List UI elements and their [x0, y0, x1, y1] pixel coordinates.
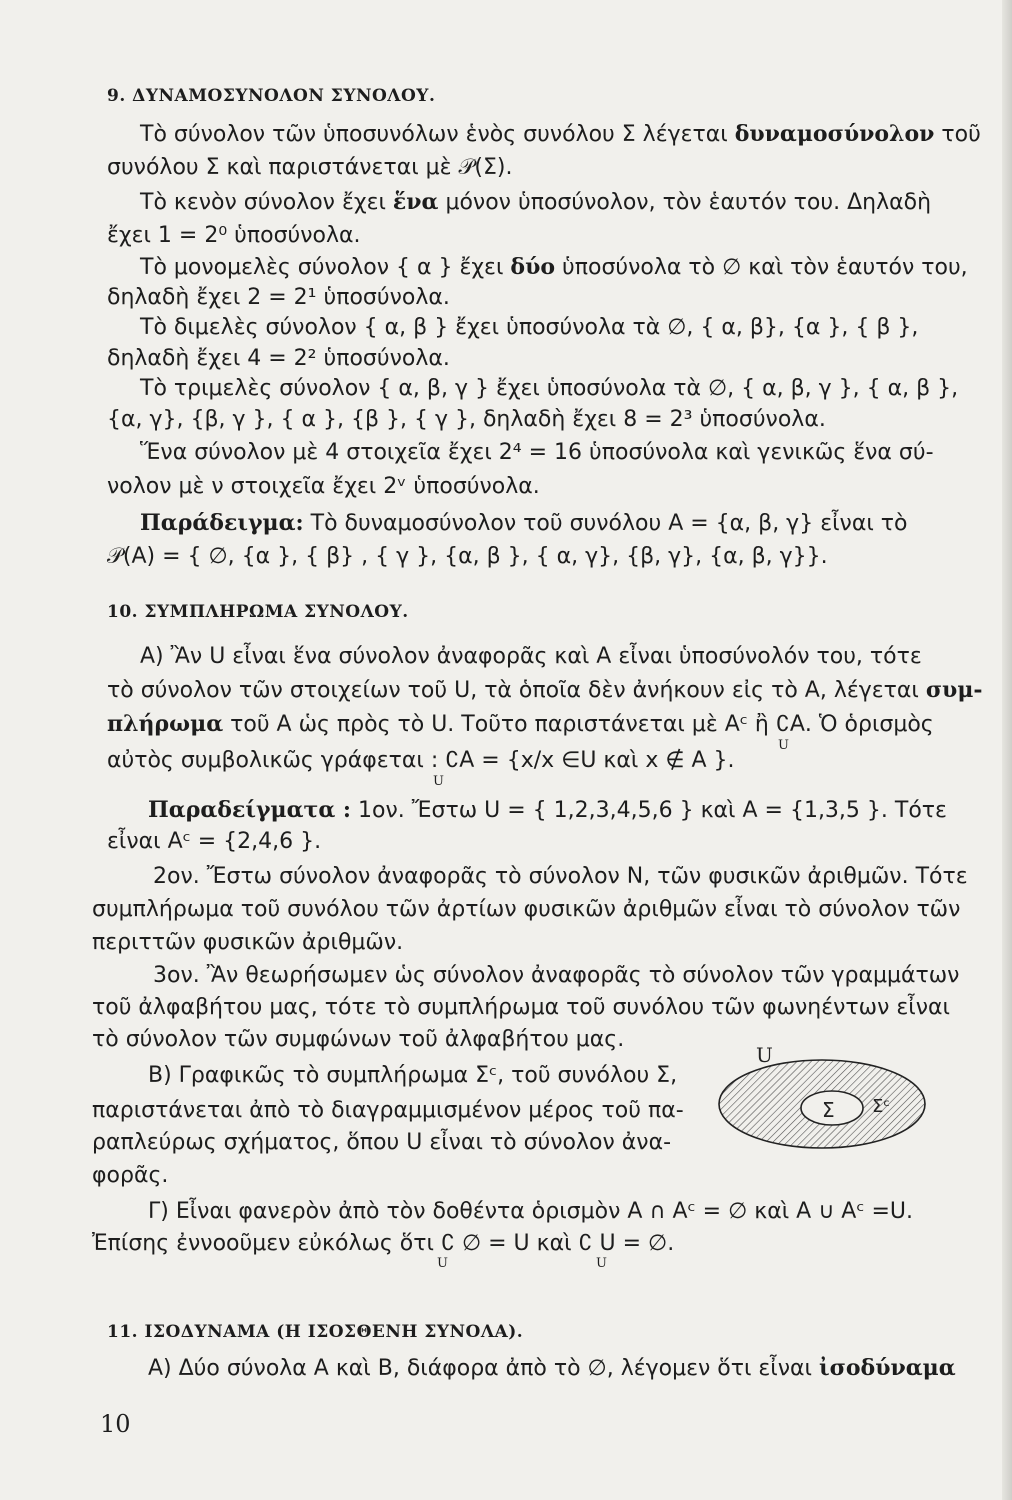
text-span: Τὸ σύνολον τῶν ὑποσυνόλων ἑνὸς συνόλου Σ λέγεται	[140, 122, 735, 147]
section-9-heading: 9. ΔΥΝΑΜΟΣΥΝΟΛΟΝ ΣΥΝΟΛΟΥ.	[107, 86, 436, 106]
text-line: Γ) Εἶναι φανερὸν ἀπὸ τὸν δοθέντα ὁρισμὸν Α ∩ Αᶜ = ∅ καὶ Α ∪ Αᶜ =U.	[148, 1199, 914, 1224]
universe-label: U	[756, 1043, 773, 1067]
text-line: 𝒫(Α) = { ∅, {α }, { β} , { γ }, {α, β }, { α, γ}, {β, γ}, {α, β, γ}}.	[107, 544, 828, 569]
text-line: φορᾶς.	[92, 1163, 169, 1188]
text-line: ἔχει 1 = 2⁰ ὑποσύνολα.	[107, 223, 361, 248]
page-number: 10	[100, 1410, 131, 1438]
text-line	[148, 796, 947, 825]
text-line: τοῦ ἀλφαβήτου μας, τότε τὸ συμπλήρωμα τοῦ συνόλου τῶν φωνηέντων εἶναι	[92, 995, 950, 1020]
text-line: περιττῶν φυσικῶν ἀριθμῶν.	[92, 930, 404, 955]
complement-label: Σᶜ	[872, 1096, 891, 1117]
emphasis-term: πλήρωμα	[107, 711, 224, 737]
text-line: παριστάνεται ἀπὸ τὸ διαγραμμισμένον μέρος τοῦ πα-	[92, 1098, 684, 1123]
text-line	[140, 188, 931, 217]
text-line: εἶναι Αᶜ = {2,4,6 }.	[107, 829, 322, 854]
subscript-u: U	[433, 774, 444, 789]
text-span: Τὸ δυναμοσύνολον τοῦ συνόλου Α = {α, β, γ} εἶναι τὸ	[303, 511, 908, 536]
text-span: ὑποσύνολα τὸ ∅ καὶ τὸν ἑαυτόν του,	[555, 255, 968, 280]
text-line: συμπλήρωμα τοῦ συνόλου τῶν ἀρτίων φυσικῶν ἀριθμῶν εἶναι τὸ σύνολον τῶν	[92, 897, 961, 922]
text-line: {α, γ}, {β, γ }, { α }, {β }, { γ }, δηλαδὴ ἔχει 8 = 2³ ὑποσύνολα.	[107, 407, 826, 432]
text-line: Ἕνα σύνολον μὲ 4 στοιχεῖα ἔχει 2⁴ = 16 ὑποσύνολα καὶ γενικῶς ἕνα σύ-	[140, 440, 934, 465]
text-line	[140, 253, 968, 282]
text-line: δηλαδὴ ἔχει 2 = 2¹ ὑποσύνολα.	[107, 285, 450, 310]
emphasis-term: συμ-	[925, 677, 983, 703]
text-span: Τὸ κενὸν σύνολον ἔχει	[140, 190, 393, 215]
text-line: συνόλου Σ καὶ παριστάνεται μὲ 𝒫(Σ).	[107, 155, 513, 180]
text-span: 1ον. Ἔστω U = { 1,2,3,4,5,6 } καὶ Α = {1,3,5 }. Τότε	[351, 798, 947, 823]
subscript-u: U	[596, 1256, 607, 1271]
text-line	[107, 710, 934, 739]
emphasis-term: δυναμοσύνολον	[734, 121, 935, 147]
text-span: τοῦ Α ὡς πρὸς τὸ U. Τοῦτο παριστάνεται μὲ Αᶜ ἢ ∁Α. Ὁ ὁρισμὸς	[223, 712, 934, 737]
text-line: 3ον. Ἂν θεωρήσωμεν ὡς σύνολον ἀναφορᾶς τὸ σύνολον τῶν γραμμάτων	[153, 963, 960, 988]
section-10-heading: 10. ΣΥΜΠΛΗΡΩΜΑ ΣΥΝΟΛΟΥ.	[107, 602, 409, 622]
text-line: Α) Ἂν U εἶναι ἕνα σύνολον ἀναφορᾶς καὶ Α εἶναι ὑποσύνολόν του, τότε	[140, 644, 922, 669]
section-11-heading: 11. ΙΣΟΔΥΝΑΜΑ (Η ΙΣΟΣΘΕΝΗ ΣΥΝΟΛΑ).	[107, 1322, 524, 1342]
subscript-u: U	[437, 1256, 448, 1271]
text-span: τὸ σύνολον τῶν στοιχείων τοῦ U, τὰ ὁποῖα δὲν ἀνήκουν εἰς τὸ Α, λέγεται	[107, 678, 926, 703]
text-line: ραπλεύρως σχήματος, ὅπου U εἶναι τὸ σύνολον ἀνα-	[92, 1130, 672, 1155]
text-line	[148, 1354, 956, 1383]
complement-diagram-svg	[712, 1040, 942, 1150]
text-span: τοῦ	[934, 122, 981, 147]
text-line: 2ον. Ἔστω σύνολον ἀναφορᾶς τὸ σύνολον Ν, τῶν φυσικῶν ἀριθμῶν. Τότε	[153, 864, 968, 889]
text-span: Α) Δύο σύνολα Α καὶ Β, διάφορα ἀπὸ τὸ ∅, λέγομεν ὅτι εἶναι	[148, 1356, 819, 1381]
text-line: αὐτὸς συμβολικῶς γράφεται : ∁Α = {x/x ∈U καὶ x ∉ Α }.	[107, 748, 735, 773]
emphasis-term: δύο	[510, 254, 556, 280]
text-line: Τὸ τριμελὲς σύνολον { α, β, γ } ἔχει ὑποσύνολα τὰ ∅, { α, β, γ }, { α, β },	[140, 376, 959, 401]
example-label: Παράδειγμα:	[140, 510, 304, 536]
text-span: Τὸ μονομελὲς σύνολον { α } ἔχει	[140, 255, 511, 280]
text-line: Τὸ διμελὲς σύνολον { α, β } ἔχει ὑποσύνολα τὰ ∅, { α, β}, {α }, { β },	[140, 315, 919, 340]
emphasis-term: ἰσοδύναμα	[818, 1355, 956, 1381]
text-line: δηλαδὴ ἔχει 4 = 2² ὑποσύνολα.	[107, 346, 450, 371]
text-line	[140, 509, 907, 538]
examples-label: Παραδείγματα :	[148, 797, 352, 823]
text-span: μόνον ὑποσύνολον, τὸν ἑαυτόν του. Δηλαδὴ	[438, 190, 932, 215]
emphasis-term: ἕνα	[392, 189, 439, 215]
complement-diagram	[712, 1040, 942, 1154]
text-line: Ἐπίσης ἐννοοῦμεν εὐκόλως ὅτι ∁ ∅ = U καὶ ∁ U = ∅.	[92, 1231, 675, 1256]
text-line	[107, 676, 983, 705]
subscript-u: U	[778, 738, 789, 753]
text-line: νολον μὲ ν στοιχεῖα ἔχει 2ᵛ ὑποσύνολα.	[107, 474, 540, 499]
text-line	[140, 120, 981, 149]
text-line: τὸ σύνολον τῶν συμφώνων τοῦ ἀλφαβήτου μας.	[92, 1027, 625, 1052]
set-sigma-label: Σ	[822, 1098, 835, 1122]
text-line: Β) Γραφικῶς τὸ συμπλήρωμα Σᶜ, τοῦ συνόλου Σ,	[148, 1063, 678, 1088]
